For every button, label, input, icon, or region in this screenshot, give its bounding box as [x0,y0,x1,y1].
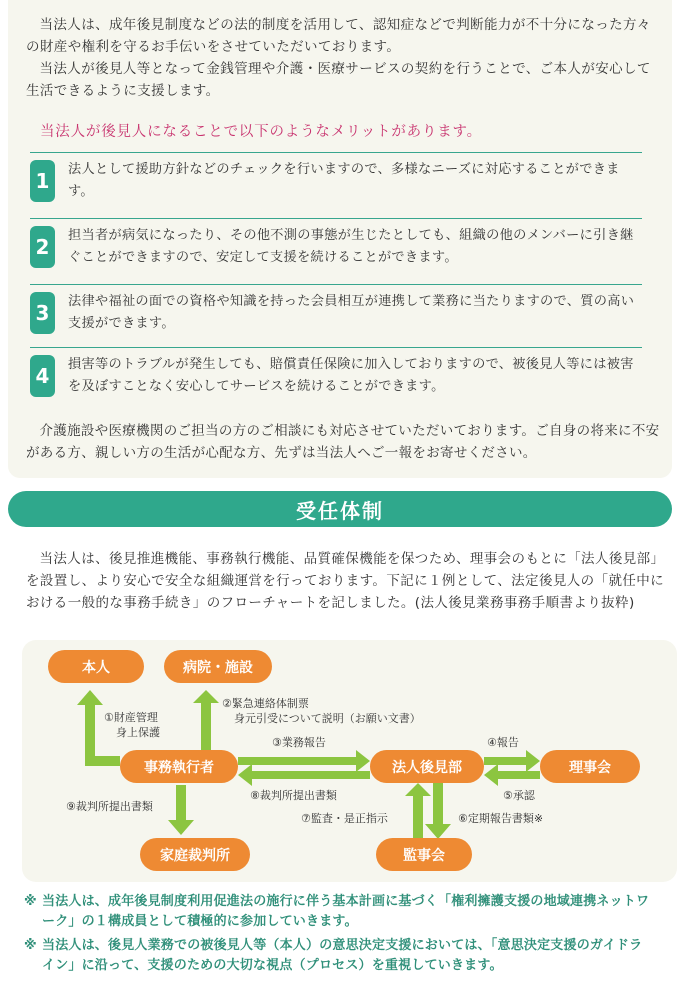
label-l4: ④報告 [487,736,519,749]
node-houjin [370,750,484,783]
merit-number-4: 4 [30,355,55,397]
merit-number-1: 1 [30,160,55,202]
merit-text-4: 損害等のトラブルが発生しても、賠償責任保険に加入しておりますので、被後見人等には被害を及ぼすことなく安心してサービスを続けることができます。 [68,357,634,394]
intro-paragraph-1: 当法人は、成年後見制度などの法的制度を活用して、認知症などで判断能力が不十分になった方々の財産や権利を守るお手伝いをさせていただいております。 [26,17,651,55]
intro-paragraph-2: 当法人が後見人等となって金銭管理や介護・医療サービスの契約を行うことで、ご本人が安心して生活できるように支援します。 [26,61,651,99]
label-l3: ③業務報告 [272,736,326,749]
label-l5: ⑤承認 [503,789,535,802]
node-honnin [48,650,144,683]
closing-paragraph: 介護施設や医療機関のご担当の方のご相談にも対応させていただいております。ご自身の将来に不安がある方、親しい方の生活が心配な方、先ずは当法人へご一報をお寄せください。 [26,423,660,461]
merits-heading: 当法人が後見人になることで以下のようなメリットがあります。 [40,124,482,140]
merit-number-2: 2 [30,226,55,268]
label-l9: ⑨裁判所提出書類 [66,800,153,813]
node-court [140,838,250,871]
section-description-text: 当法人は、後見推進機能、事務執行機能、品質確保機能を保つため、理事会のもとに「法人後見部」を設置し、より安心で安全な組織運営を行っております。下記に１例として、法定後見人の「就任中における一般的な事務手続き」のフローチャートを記しました。(法人後見業務事務手順書より抜粋) [26,551,665,611]
node-hospital [164,650,272,683]
label-l1a: ①財産管理 [104,711,158,724]
label-l2b: 身元引受について説明（お願い文書） [234,712,421,725]
node-kanjikai [376,838,472,871]
label-l1b: 身上保護 [116,726,160,739]
note-1 [24,892,652,932]
node-jimu [120,750,238,783]
merit-text-1: 法人として援助方針などのチェックを行いますので、多様なニーズに対応することができます。 [68,162,620,199]
note-2-mark: ※ [24,938,37,953]
node-houjin-label: 法人後見部 [392,760,462,776]
node-rijikai-label: 理事会 [569,760,611,776]
label-l7: ⑦監査・是正指示 [301,812,388,825]
label-l6: ⑥定期報告書類※ [458,812,544,825]
node-jimu-label: 事務執行者 [144,760,214,776]
node-kanjikai-label: 監事会 [403,848,445,864]
node-honnin-label: 本人 [82,660,110,676]
note-1-mark: ※ [24,894,37,909]
node-hospital-label: 病院・施設 [183,660,253,676]
merit-text-2: 担当者が病気になったり、その他不測の事態が生じたとしても、組織の他のメンバーに引き継ぐことができますので、安定して支援を続けることができます。 [68,228,634,265]
node-court-label: 家庭裁判所 [160,848,230,864]
label-l2a: ②緊急連絡体制票 [222,697,309,710]
merit-text-3: 法律や福祉の面での資格や知識を持った会員相互が連携して業務に当たりますので、質の高い支援ができます。 [68,294,635,331]
note-2 [24,936,652,976]
note-2-text: 当法人は、後見人業務での被後見人等（本人）の意思決定支援においては、「意思決定支援のガイドライン」に沿って、支援のための大切な視点（プロセス）を重視していきます。 [42,938,643,973]
merit-number-3: 3 [30,292,55,334]
label-l8: ⑧裁判所提出書類 [250,789,337,802]
section-title: 受任体制 [296,498,384,523]
node-rijikai [540,750,640,783]
note-1-text: 当法人は、成年後見制度利用促進法の施行に伴う基本計画に基づく「権利擁護支援の地域連携ネットワーク」の１構成員として積極的に参加していきます。 [42,894,650,929]
